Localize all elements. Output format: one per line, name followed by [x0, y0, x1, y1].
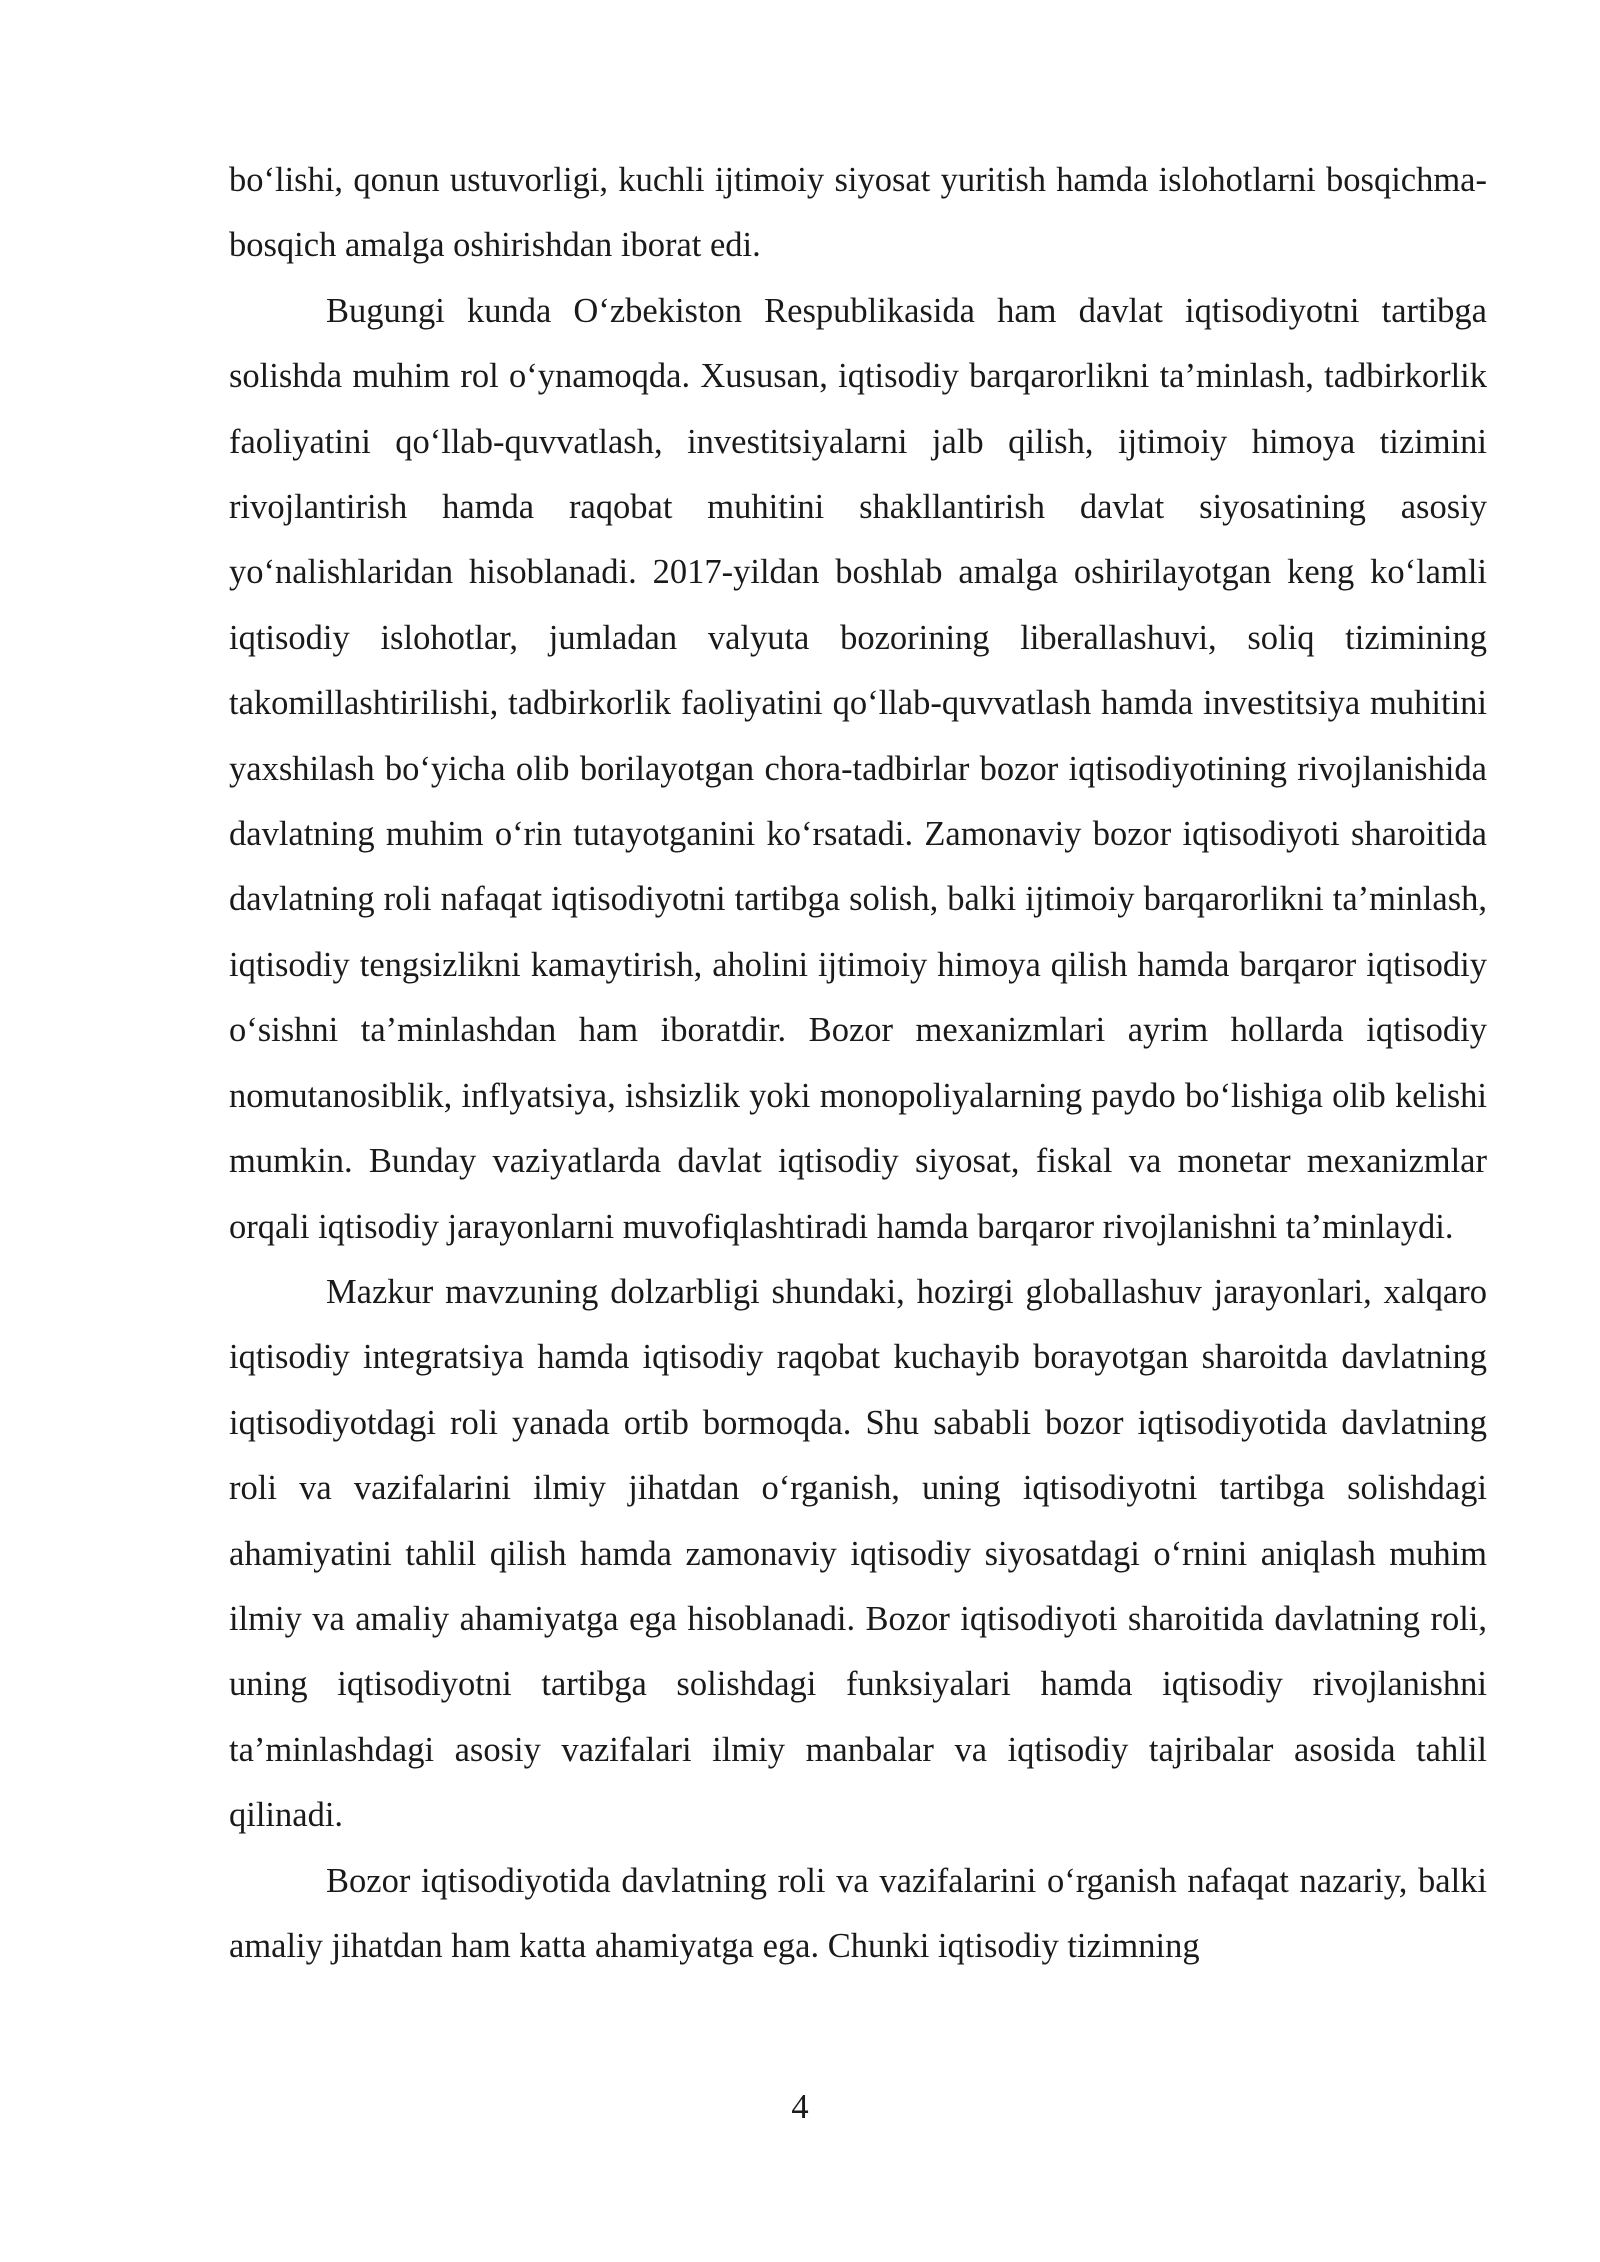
paragraph-study-importance: Bozor iqtisodiyotida davlatning roli va vazifalarini o‘rganish nafaqat nazariy, balki amaliy jihatdan ham katta ahamiyatga ega. Chunki iqtisodiy tizimning	[229, 1861, 1487, 1965]
body-text	[229, 148, 1487, 1979]
page-number: 4	[791, 2088, 809, 2126]
paragraph-continuation: bo‘lishi, qonun ustuvorligi, kuchli ijtimoiy siyosat yuritish hamda islohotlarni bosqichma-bosqich amalga oshirishdan iborat edi.	[229, 161, 1487, 265]
paragraph-topic-relevance: Mazkur mavzuning dolzarbligi shundaki, hozirgi globallashuv jarayonlari, xalqaro iqtisodiy integratsiya hamda iqtisodiy raqobat kuchayib borayotgan sharoitda davlatning iqtisodiyotdagi roli yanada ortib bormoqda. Shu sababli bozor iqtisodiyotida davlatning roli va vazifalarini ilmiy jihatdan o‘rganish, uning iqtisodiyotni tartibga solishdagi ahamiyatini tahlil qilish hamda zamonaviy iqtisodiy siyosatdagi o‘rnini aniqlash muhim ilmiy va amaliy ahamiyatga ega hisoblanadi. Bozor iqtisodiyoti sharoitida davlatning roli, uning iqtisodiyotni tartibga solishdagi funksiyalari hamda iqtisodiy rivojlanishni ta’minlashdagi asosiy vazifalari ilmiy manbalar va iqtisodiy tajribalar asosida tahlil qilinadi.	[229, 1272, 1487, 1835]
paragraph-uzbekistan-role: Bugungi kunda O‘zbekiston Respublikasida ham davlat iqtisodiyotni tartibga solishda muhim rol o‘ynamoqda. Xususan, iqtisodiy barqarorlikni ta’minlash, tadbirkorlik faoliyatini qo‘llab-quvvatlash, investitsiyalarni jalb qilish, ijtimoiy himoya tizimini rivojlantirish hamda raqobat muhitini shakllantirish davlat siyosatining asosiy yo‘nalishlaridan hisoblanadi. 2017-yildan boshlab amalga oshirilayotgan keng ko‘lamli iqtisodiy islohotlar, jumladan valyuta bozorining liberallashuvi, soliq tizimining takomillashtirilishi, tadbirkorlik faoliyatini qo‘llab-quvvatlash hamda investitsiya muhitini yaxshilash bo‘yicha olib borilayotgan chora-tadbirlar bozor iqtisodiyotining rivojlanishida davlatning muhim o‘rin tutayotganini ko‘rsatadi. Zamonaviy bozor iqtisodiyoti sharoitida davlatning roli nafaqat iqtisodiyotni tartibga solish, balki ijtimoiy barqarorlikni ta’minlash, iqtisodiy tengsizlikni kamaytirish, aholini ijtimoiy himoya qilish hamda barqaror iqtisodiy o‘sishni ta’minlashdan ham iboratdir. Bozor mexanizmlari ayrim hollarda iqtisodiy nomutanosiblik, inflyatsiya, ishsizlik yoki monopoliyalarning paydo bo‘lishiga olib kelishi mumkin. Bunday vaziyatlarda davlat iqtisodiy siyosat, fiskal va monetar mexanizmlar orqali iqtisodiy jarayonlarni muvofiqlashtiradi hamda barqaror rivojlanishni ta’minlaydi.	[229, 291, 1487, 1246]
